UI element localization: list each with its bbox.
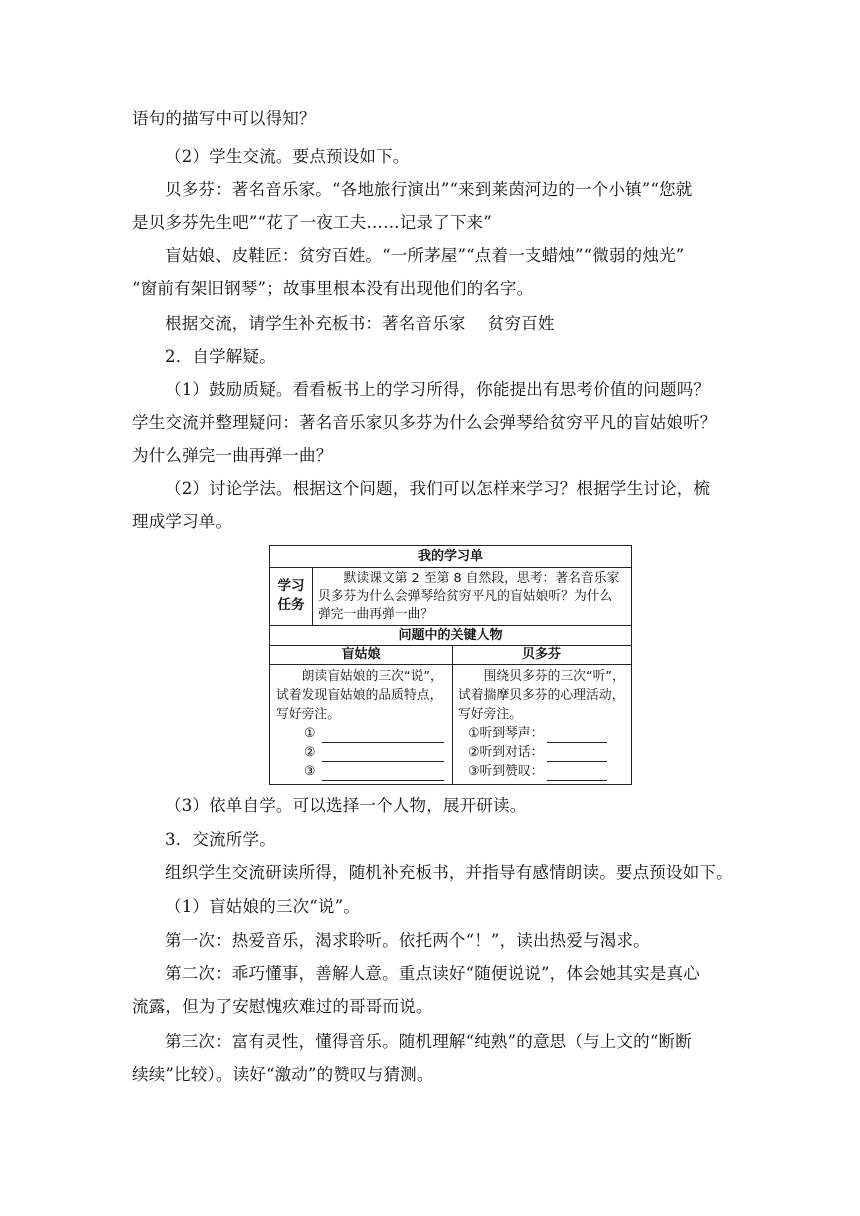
blank-label: ②听到对话： [468,745,544,760]
text-line: “窗前有架旧钢琴”；故事里根本没有出现他们的名字。 [132,279,534,298]
blind-girl-column [276,667,448,781]
text-line: （2）学生交流。要点预设如下。 [165,147,410,166]
beethoven-column [458,667,626,781]
text-line: 为什么弹完一曲再弹一曲？ [132,446,333,465]
answer-blank [458,762,626,781]
text-line: 第一次：热爱音乐，渴求聆听。依托两个“！”，读出热爱与渴求。 [165,931,650,950]
text-line: （2）讨论学法。根据这个问题，我们可以怎样来学习？根据学生讨论，梳 [165,479,711,498]
text-line: 2．自学解疑。 [165,347,276,366]
answer-blank [276,743,448,762]
underline [547,766,607,781]
text-line: 理成学习单。 [132,512,233,531]
sheet-title: 我的学习单 [270,546,631,568]
blank-label: ③听到赞叹： [468,764,544,779]
text-line: 学生交流并整理疑问：著名音乐家贝多芬为什么会弹琴给贫穷平凡的盲姑娘听？ [132,413,717,432]
text-line: （1）盲姑娘的三次“说”。 [165,897,360,916]
text-line: 是贝多芬先生吧”“花了一夜工夫……记录了下来” [132,213,492,232]
key-people-heading: 问题中的关键人物 [270,626,631,646]
text-line: 根据交流，请学生补充板书：著名音乐家 贫穷百姓 [165,314,555,333]
text-line: （3）依单自学。可以选择一个人物，展开研读。 [165,796,527,815]
underline [547,728,607,743]
text-line: 组织学生交流研读所得，随机补充板书，并指导有感情朗读。要点预设如下。 [165,863,733,882]
blind-girl-instructions: 朗读盲姑娘的三次“说”，试着发现盲姑娘的品质特点，写好旁注。 [276,669,443,722]
text-line: 第二次：乖巧懂事，善解人意。重点读好“随便说说”，体会她其实是真心 [165,964,700,983]
text-line: 第三次：富有灵性，懂得音乐。随机理解“纯熟”的意思（与上文的“断断 [165,1032,692,1051]
blank-label: ①听到琴声： [468,726,544,741]
answer-blank [276,724,448,743]
text-line: 盲姑娘、皮鞋匠：贫穷百姓。“一所茅屋”“点着一支蜡烛”“微弱的烛光” [165,246,685,265]
text-line: 流露，但为了安慰愧疚难过的哥哥而说。 [132,997,433,1016]
blank-label: ③ [304,764,316,779]
beethoven-instructions: 围绕贝多芬的三次“听”，试着揣摩贝多芬的心理活动，写好旁注。 [458,669,625,722]
blank-label: ① [304,726,316,741]
task-label: 学习 任务 [270,568,313,625]
underline [322,747,444,762]
text-line: 语句的描写中可以得知？ [132,109,316,128]
text-line: 3．交流所学。 [165,830,276,849]
study-sheet-table [269,545,632,785]
blind-girl-header: 盲姑娘 [341,647,381,662]
task-text: 默读课文第 2 至第 8 自然段，思考：著名音乐家贝多芬为什么会弹琴给贫穷平凡的盲姑娘听？为什么弹完一曲再弹一曲？ [318,571,620,622]
answer-blank [458,724,626,743]
character-header-row [270,646,631,665]
underline [547,747,607,762]
answer-blank [276,762,448,781]
column-divider [452,646,453,784]
task-row [270,568,631,626]
text-line: 贝多芬：著名音乐家。“各地旅行演出”“来到莱茵河边的一个小镇”“您就 [165,180,693,199]
blank-label: ② [304,745,316,760]
beethoven-header: 贝多芬 [521,647,561,662]
answer-blank [458,743,626,762]
text-line: （1）鼓励质疑。看看板书上的学习所得，你能提出有思考价值的问题吗？ [165,380,711,399]
underline [322,728,444,743]
underline [322,766,444,781]
text-line: 续续”比较）。读好“激动”的赞叹与猜测。 [132,1065,434,1084]
